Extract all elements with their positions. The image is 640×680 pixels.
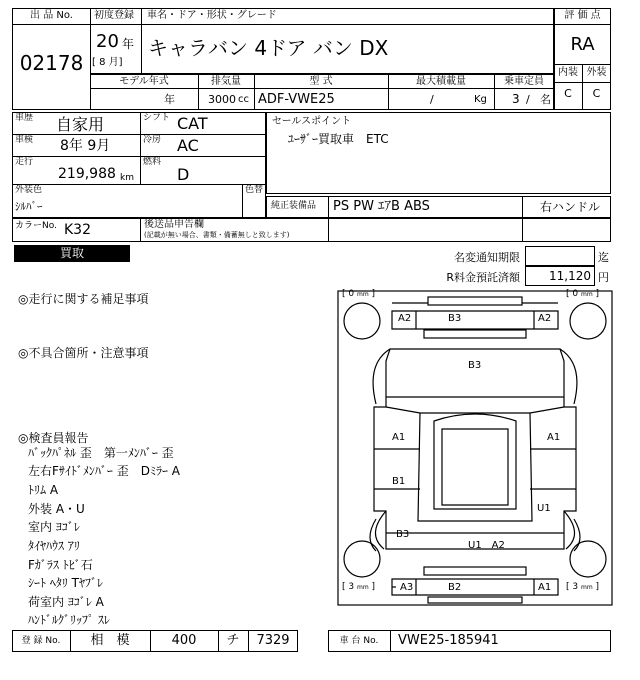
mark-front-left-bumper: A2	[398, 313, 412, 324]
mark-left-front-door: A1	[392, 432, 406, 443]
lot-no: 02178	[19, 51, 84, 75]
tire-front-left-label: [ 0 mm ]	[342, 289, 376, 299]
inspector-line: ﾊﾞｯｸﾊﾟﾈﾙ 歪 第一ﾒﾝﾊﾞｰ 歪	[28, 446, 174, 460]
inspector-line: ﾄﾘﾑ A	[28, 483, 59, 497]
ext-color-label: 外装色	[15, 185, 43, 195]
car-name: キャラバン 4ドア バン DX	[148, 36, 389, 60]
front-left-tire	[344, 303, 380, 339]
displacement-unit: cc	[238, 94, 249, 105]
details-box	[12, 112, 266, 218]
mileage-label: 走行	[15, 157, 34, 167]
history-label: 車歴	[15, 113, 34, 123]
aircon: AC	[177, 136, 199, 155]
inspection: 8年 9月	[60, 138, 111, 154]
inspector-line: ﾀｲﾔﾊｳｽ ｱﾘ	[28, 539, 80, 553]
purchase-bar: 買取	[14, 245, 130, 262]
capacity-unit: 名	[540, 93, 551, 106]
mark-rear-center: B2	[448, 582, 462, 593]
equipment: PS PW ｴｱB ABS	[333, 199, 430, 214]
mileage-unit: km	[120, 173, 134, 183]
reg-class: 400	[171, 633, 197, 648]
mileage: 219,988	[58, 166, 116, 182]
front-right-tire	[570, 303, 606, 339]
defect-heading: ◎不具合箇所・注意事項	[18, 346, 149, 360]
exterior-score: C	[592, 87, 601, 100]
mark-right-front-door: A1	[547, 432, 561, 443]
first-reg-label: 初度登録	[94, 10, 134, 21]
mark-roof-rear: U1 A2	[468, 540, 505, 551]
exterior-label: 外装	[586, 67, 607, 78]
model-label: 型 式	[309, 76, 333, 87]
mark-right-slide: U1	[537, 503, 551, 514]
mark-rear-right-bumper: A1	[538, 582, 552, 593]
name-change-field	[525, 246, 595, 266]
model-code: ADF-VWE25	[258, 92, 335, 107]
inspector-line: ﾊﾝﾄﾞﾙｸﾞﾘｯﾌﾟ ｽﾚ	[28, 613, 110, 627]
inspector-line: 左右Fｻｲﾄﾞﾒﾝﾊﾞｰ 歪 Dﾐﾗｰ A	[28, 464, 180, 478]
first-reg-month: [ 8 月]	[92, 57, 123, 68]
max-load-slash: /	[430, 93, 434, 106]
model-year-label: モデル年式	[119, 76, 169, 87]
driving-heading: ◎走行に関する補足事項	[18, 292, 149, 306]
interior-label: 内装	[558, 67, 578, 78]
max-load-label: 最大積載量	[416, 76, 466, 87]
lot-no-label: 出 品 No.	[30, 10, 73, 21]
reg-kana: チ	[226, 633, 240, 648]
color-no-label: カラーNo.	[15, 221, 57, 231]
recycle-label: R料金預託済額	[446, 271, 520, 284]
sales-point-label: セールスポイント	[272, 116, 352, 127]
color-no: K32	[64, 222, 91, 238]
recycle-unit: 円	[598, 271, 609, 284]
after-report-label: 後送品申告欄	[144, 219, 204, 230]
inspector-line: 荷室内 ﾖｺﾞﾚ A	[28, 595, 104, 609]
mark-left-slide: B1	[392, 476, 406, 487]
recycle-value: 11,120	[549, 269, 591, 283]
sales-point: ﾕｰｻﾞｰ買取車 ETC	[288, 132, 389, 146]
reg-number: 7329	[256, 633, 290, 648]
aircon-label: 冷房	[143, 135, 162, 145]
chassis-no: VWE25-185941	[398, 633, 499, 648]
model-year-unit: 年	[164, 93, 175, 106]
fuel: D	[177, 165, 190, 184]
inspector-line: 外装 A・U	[28, 502, 85, 516]
car-damage-diagram	[336, 289, 614, 607]
interior-score: C	[564, 87, 572, 100]
name-change-label: 名変通知期限	[454, 251, 520, 264]
year-unit: 年	[122, 37, 135, 51]
reg-no-label: 登 録 No.	[21, 636, 61, 646]
chassis-label: 車 台 No.	[339, 636, 379, 646]
tire-rear-right-label: [ 3 mm ]	[566, 582, 600, 592]
mark-front-right-bumper: A2	[538, 313, 552, 324]
repaint-label: 色替	[245, 185, 264, 195]
handle: 右ハンドル	[540, 200, 601, 214]
displacement-label: 排気量	[211, 76, 241, 87]
inspector-line: Fｶﾞﾗｽ ﾄﾋﾞ石	[28, 558, 93, 572]
fuel-label: 燃料	[143, 157, 162, 167]
mark-hood: B3	[468, 360, 482, 371]
shift-label: シフト	[143, 113, 171, 123]
capacity-label: 乗車定員	[504, 76, 544, 87]
reg-area: 相 模	[90, 633, 130, 648]
first-reg-year: 20	[96, 31, 119, 52]
name-change-unit: 迄	[598, 251, 609, 264]
score-label: 評 価 点	[564, 10, 601, 21]
shift: CAT	[177, 114, 208, 133]
history: 自家用	[56, 115, 105, 134]
rear-left-tire	[344, 541, 380, 577]
tire-rear-left-label: [ 3 mm ]	[342, 582, 376, 592]
after-report-note: (記載が無い場合、書類・備蓄無しと致します)	[144, 231, 290, 239]
front-bumper	[392, 311, 558, 329]
ext-color: ｼﾙﾊﾞｰ	[15, 200, 43, 213]
max-load-unit: Kg	[474, 94, 487, 105]
displacement: 3000	[208, 93, 236, 106]
inspection-label: 車検	[15, 135, 34, 145]
rear-right-tire	[570, 541, 606, 577]
inspector-heading: ◎検査員報告	[18, 431, 89, 445]
rear-bumper	[392, 579, 558, 595]
mark-rear-left-bumper: A3	[400, 582, 414, 593]
capacity-slash: /	[526, 93, 530, 106]
capacity: 3	[512, 92, 520, 106]
inspector-line: 室内 ﾖｺﾞﾚ	[28, 520, 80, 534]
car-name-label: 車名・ドア・形状・グレード	[147, 10, 277, 21]
mark-left-rear: B3	[396, 529, 410, 540]
inspector-line: ｼｰﾄ ﾍﾀﾘ Tﾔﾌﾞﾚ	[28, 576, 103, 590]
mark-front-center: B3	[448, 313, 462, 324]
equipment-label: 純正装備品	[271, 201, 317, 211]
score: RA	[570, 34, 595, 55]
tire-front-right-label: [ 0 mm ]	[566, 289, 600, 299]
